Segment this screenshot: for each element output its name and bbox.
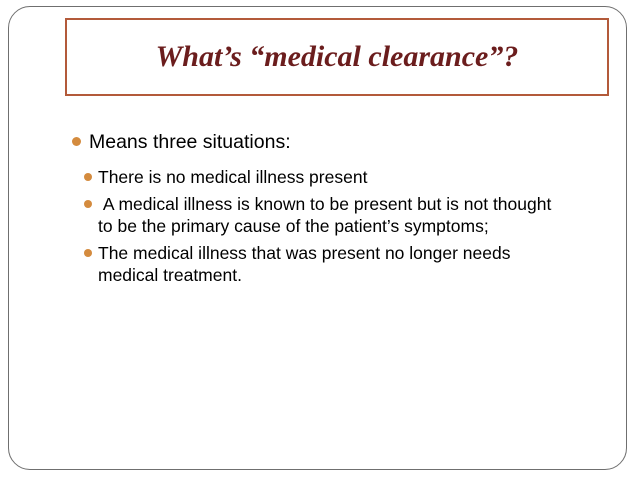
bullet-icon bbox=[84, 173, 92, 181]
sub-bullet-list bbox=[72, 166, 592, 286]
slide-title: What’s “medical clearance”? bbox=[155, 40, 519, 73]
bullet-icon bbox=[84, 249, 92, 257]
sub-bullet-text: A medical illness is known to be present but is not thought to be the primary cause of the patient’s symptoms; bbox=[98, 194, 557, 236]
slide-content bbox=[72, 130, 592, 291]
bullet-icon bbox=[72, 137, 81, 146]
main-bullet-item bbox=[72, 130, 592, 154]
main-bullet-text: Means three situations: bbox=[89, 131, 291, 153]
bullet-icon bbox=[84, 200, 92, 208]
sub-bullet-text: The medical illness that was present no longer needs medical treatment. bbox=[98, 243, 511, 285]
title-box bbox=[65, 18, 609, 96]
sub-bullet-item bbox=[84, 242, 592, 286]
sub-bullet-text: There is no medical illness present bbox=[98, 167, 368, 187]
sub-bullet-item bbox=[84, 193, 592, 237]
sub-bullet-item bbox=[84, 166, 592, 188]
